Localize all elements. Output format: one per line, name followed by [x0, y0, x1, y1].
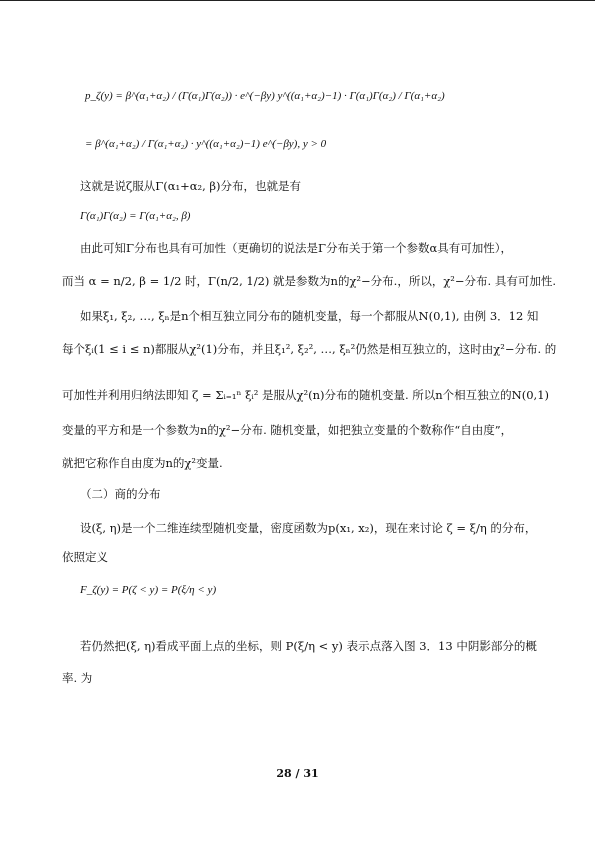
section-heading: （二）商的分布	[80, 487, 161, 501]
paragraph-line: 可加性并利用归纳法即知 ζ = Σᵢ₌₁ⁿ ξᵢ² 是服从χ²(n)分布的随机变量. 所以n个相互独立的N(0,1)	[62, 388, 550, 402]
formula-distribution: F_ζ(y) = P(ζ < y) = P(ξ/η < y)	[80, 584, 217, 596]
page-number: 28 / 31	[276, 767, 319, 780]
paragraph-line: 变量的平方和是一个参数为n的χ²−分布. 随机变量，如把独立变量的个数称作“自由度”，	[62, 423, 513, 437]
paragraph-line: 就把它称作自由度为n的χ²变量.	[62, 456, 223, 470]
header-rule	[0, 0, 595, 1]
paragraph-line: 而当 α = n/2, β = 1/2 时，Γ(n/2, 1/2) 就是参数为n的χ²−分布.，所以，χ²−分布. 具有可加性.	[62, 274, 557, 288]
paragraph-line: 这就是说ζ服从Γ(α₁+α₂, β)分布，也就是有	[80, 179, 302, 193]
paragraph-line: 若仍然把(ξ, η)看成平面上点的坐标，则 P(ξ/η < y) 表示点落入图 3．13 中阴影部分的概	[80, 639, 537, 653]
paragraph-line: 如果ξ₁, ξ₂, …, ξₙ是n个相互独立同分布的随机变量，每一个都服从N(0,1), 由例 3．12 知	[80, 309, 539, 323]
paragraph-line: 设(ξ, η)是一个二维连续型随机变量，密度函数为p(x₁, x₂)，现在来讨论 ζ = ξ/η 的分布，	[80, 521, 537, 535]
formula-gamma: Γ(α₁)Γ(α₂) = Γ(α₁+α₂, β)	[80, 210, 191, 222]
paragraph-line: 率. 为	[62, 671, 93, 685]
paragraph-line: 每个ξᵢ(1 ≤ i ≤ n)都服从χ²(1)分布，并且ξ₁², ξ₂², …, ξₙ²仍然是相互独立的，这时由χ²−分布. 的	[62, 342, 557, 356]
paragraph-line: 由此可知Γ分布也具有可加性（更确切的说法是Γ分布关于第一个参数α具有可加性），	[80, 241, 512, 255]
formula-simplified: = β^(α₁+α₂) / Γ(α₁+α₂) · y^((α₁+α₂)−1) e^(−βy), y > 0	[85, 138, 327, 150]
formula-density: p_ζ(y) = β^(α₁+α₂) / (Γ(α₁)Γ(α₂)) · e^(−βy) y^((α₁+α₂)−1) · Γ(α₁)Γ(α₂) / Γ(α₁+α₂)	[85, 90, 445, 102]
paragraph-line: 依照定义	[62, 550, 108, 564]
